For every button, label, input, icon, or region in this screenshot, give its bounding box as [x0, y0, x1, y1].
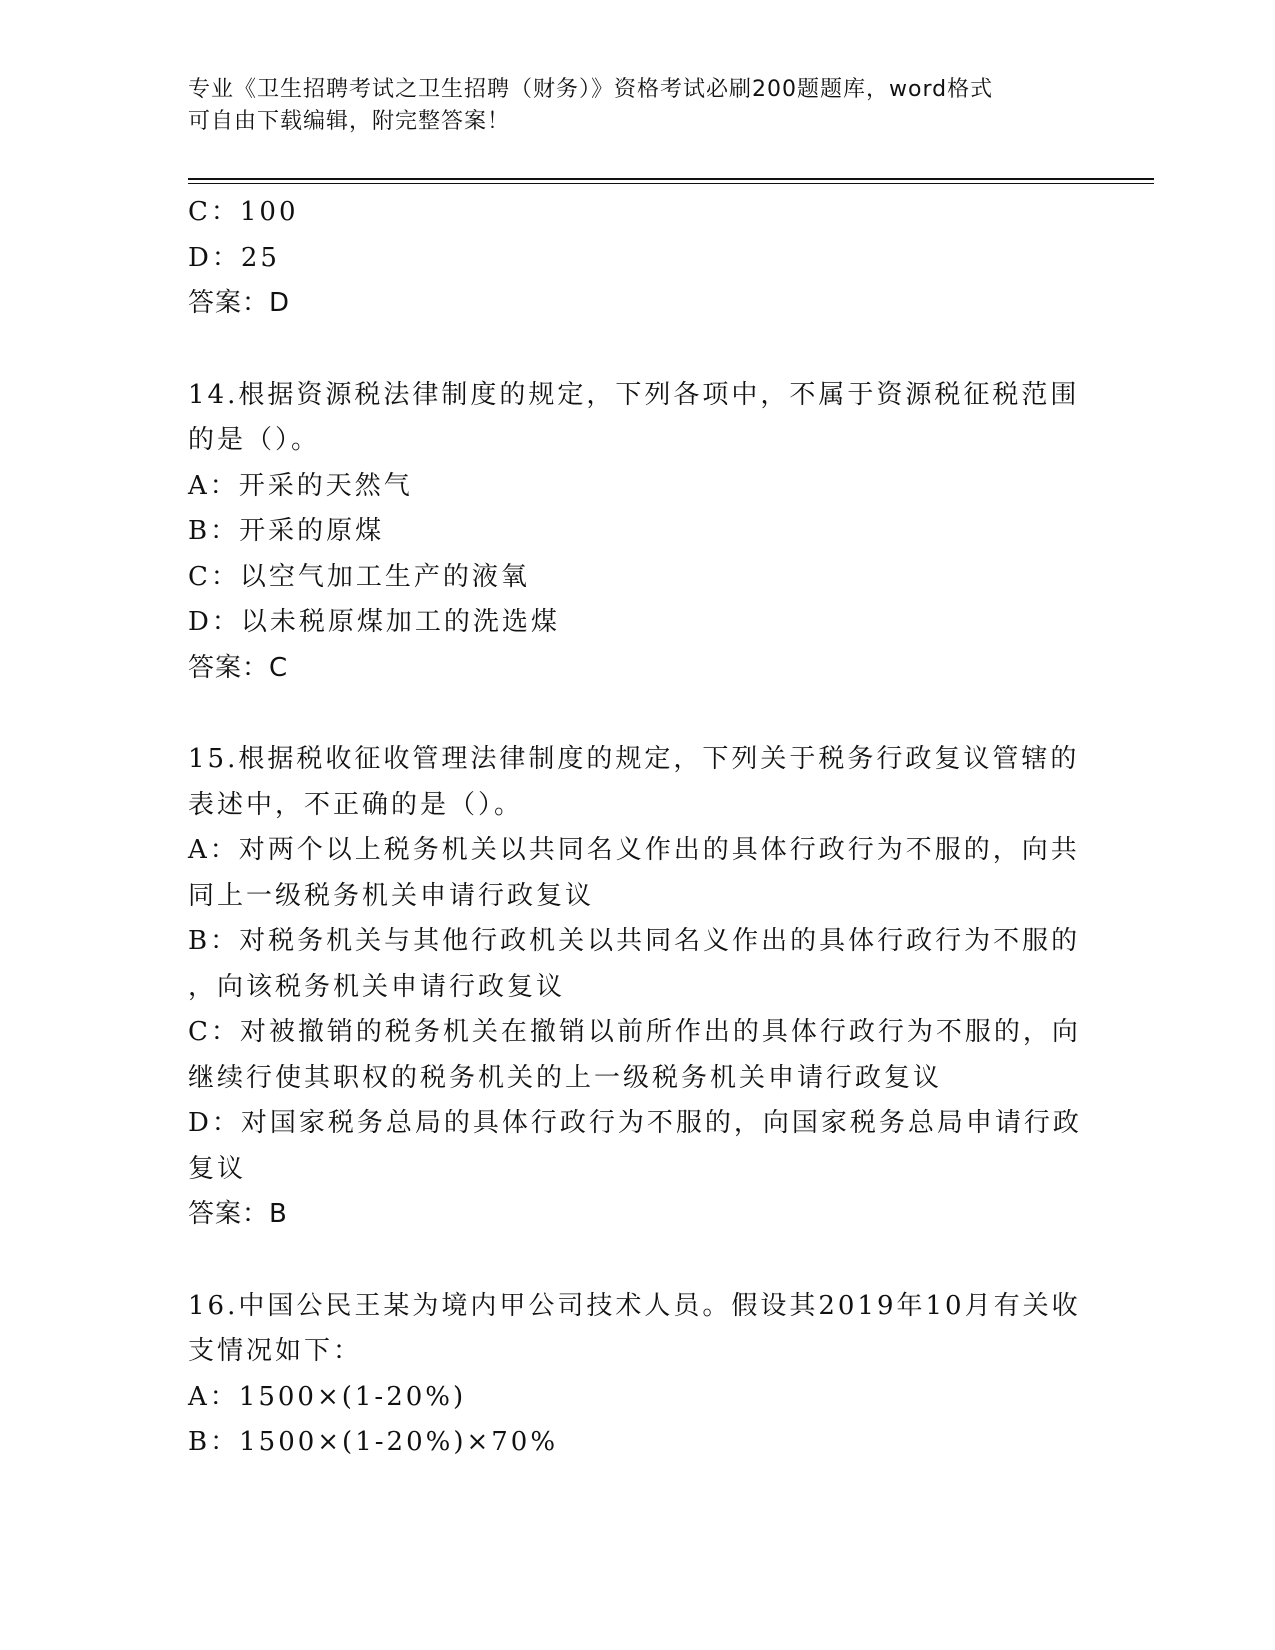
- question-content: [188, 190, 1088, 1466]
- option-line: ，向该税务机关申请行政复议: [188, 971, 566, 1002]
- option-line: C：以空气加工生产的液氧: [188, 561, 530, 592]
- option-line: D：25: [188, 242, 280, 273]
- header-subtitle-line: 可自由下载编辑，附完整答案！: [188, 109, 511, 134]
- answer-line: 答案：D: [188, 288, 291, 318]
- header-title-line: 专业《卫生招聘考试之卫生招聘（财务）》资格考试必刷200题题库，word格式: [188, 77, 994, 102]
- option-line: D：以未税原煤加工的洗选煤: [188, 607, 560, 637]
- option-line: A：对两个以上税务机关以共同名义作出的具体行政行为不服的，向共: [188, 835, 1080, 865]
- header-rule-thin: [188, 183, 1154, 184]
- option-line: 继续行使其职权的税务机关的上一级税务机关申请行政复议: [188, 1062, 943, 1093]
- question-14: [188, 373, 1088, 692]
- answer-line: 答案：B: [188, 1199, 288, 1229]
- question-stem-line: 14.根据资源税法律制度的规定，下列各项中，不属于资源税征税范围: [188, 379, 1080, 410]
- option-line: A：1500×(1-20%): [188, 1381, 467, 1412]
- option-line: C：对被撤销的税务机关在撤销以前所作出的具体行政行为不服的，向: [188, 1017, 1081, 1047]
- option-line: B：对税务机关与其他行政机关以共同名义作出的具体行政行为不服的: [188, 926, 1081, 956]
- option-line: C：100: [188, 197, 299, 227]
- answer-line: 答案：C: [188, 652, 289, 683]
- question-13-tail: [188, 190, 1088, 327]
- option-line: D：对国家税务总局的具体行政行为不服的，向国家税务总局申请行政: [188, 1108, 1082, 1138]
- question-stem-line: 表述中，不正确的是（）。: [188, 789, 524, 820]
- option-line: B：1500×(1-20%)×70%: [188, 1427, 559, 1457]
- option-line: A：开采的天然气: [188, 470, 413, 501]
- option-line: 同上一级税务机关申请行政复议: [188, 880, 595, 911]
- question-stem-line: 支情况如下：: [188, 1336, 363, 1366]
- option-line: B：开采的原煤: [188, 516, 385, 546]
- question-stem-line: 16.中国公民王某为境内甲公司技术人员。假设其2019年10月有关收: [188, 1290, 1081, 1321]
- question-16: [188, 1284, 1088, 1466]
- question-stem-line: 15.根据税收征收管理法律制度的规定，下列关于税务行政复议管辖的: [188, 744, 1080, 774]
- question-stem-line: 的是（）。: [188, 425, 321, 455]
- question-15: [188, 737, 1088, 1238]
- option-line: 复议: [188, 1153, 247, 1184]
- document-header: [188, 74, 1068, 138]
- header-rule-thick: [188, 178, 1154, 180]
